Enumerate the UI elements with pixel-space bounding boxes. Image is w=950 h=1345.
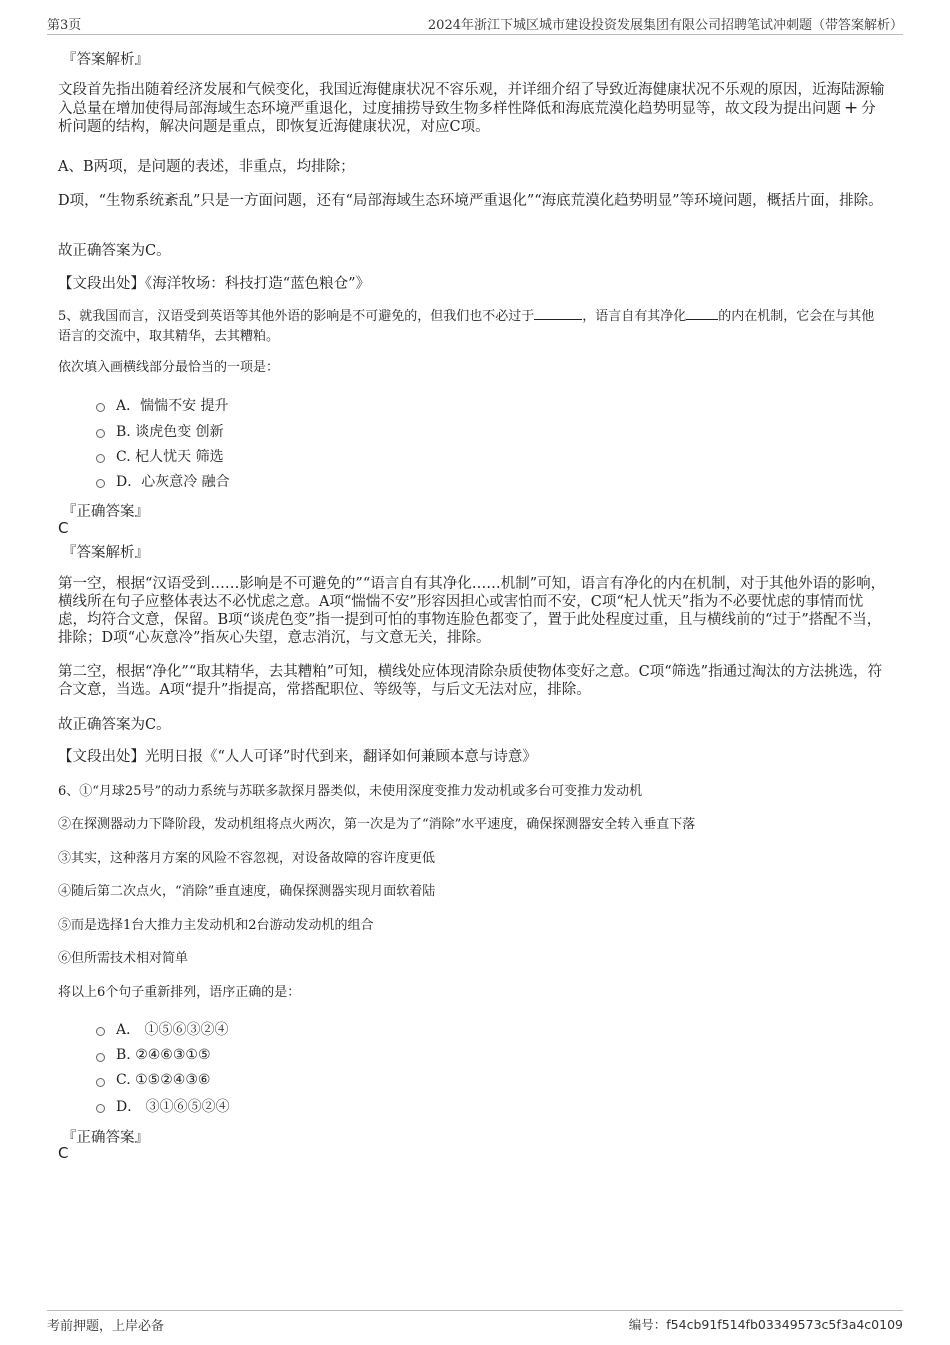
plus-symbol: + bbox=[844, 98, 859, 118]
q6-answer: C bbox=[58, 1144, 69, 1162]
option-label: C. 杞人忧天 筛选 bbox=[116, 449, 224, 465]
q6-sentence-4: ④随后第二次点火，“消除”垂直速度，确保探测器实现月面软着陆 bbox=[58, 884, 436, 899]
q5-option-b[interactable] bbox=[96, 421, 224, 441]
page-header bbox=[47, 14, 903, 35]
q6-option-a[interactable] bbox=[96, 1019, 229, 1039]
q4-analysis-p3: D项，“生物系统紊乱”只是一方面问题，还有“局部海域生态环境严重退化”“海底荒漠化趋势明显”等环境问题，概括片面，排除。 bbox=[58, 193, 883, 209]
q6-sentence-5: ⑤而是选择1台大推力主发动机和2台游动发动机的组合 bbox=[58, 918, 374, 933]
q5-option-c[interactable] bbox=[96, 446, 224, 466]
q5-stem-b: ，语言自有其净化 bbox=[582, 309, 687, 324]
q5-stem-c: 的内在机制，它会在与其他 bbox=[718, 309, 875, 324]
footer-slogan: 考前押题，上岸必备 bbox=[47, 1319, 165, 1334]
q6-sentence-1: 6、①“月球25号”的动力系统与苏联多款探月器类似，未使用深度变推力发动机或多台可变推力发动机 bbox=[58, 784, 643, 799]
radio-button[interactable] bbox=[96, 479, 105, 488]
q5-blank-1 bbox=[534, 307, 582, 320]
radio-button[interactable] bbox=[96, 429, 105, 438]
option-label: B. ②④⑥③①⑤ bbox=[116, 1047, 211, 1063]
option-label: A． ①⑤⑥③②④ bbox=[116, 1022, 229, 1038]
q6-option-c[interactable] bbox=[96, 1070, 210, 1090]
q5-source: 【文段出处】光明日报《“人人可译”时代到来，翻译如何兼顾本意与诗意》 bbox=[58, 749, 537, 765]
document-title: 2024年浙江下城区城市建设投资发展集团有限公司招聘笔试冲刺题（带答案解析） bbox=[427, 18, 903, 33]
option-label: D． ③①⑥⑤②④ bbox=[116, 1099, 230, 1115]
radio-button[interactable] bbox=[96, 403, 105, 412]
q5-answer-heading: 『正确答案』 bbox=[62, 504, 149, 520]
radio-button[interactable] bbox=[96, 1027, 105, 1036]
q6-instruction: 将以上6个句子重新排列，语序正确的是： bbox=[58, 985, 301, 1000]
q4-analysis-heading: 『答案解析』 bbox=[62, 52, 149, 68]
q6-answer-heading: 『正确答案』 bbox=[62, 1130, 149, 1146]
q5-option-d[interactable] bbox=[96, 471, 230, 491]
q4-analysis-p1 bbox=[58, 81, 886, 136]
q5-stem-a: 5、就我国而言，汉语受到英语等其他外语的影响是不可避免的，但我们也不必过于 bbox=[58, 309, 535, 324]
page-number: 第3页 bbox=[47, 18, 82, 33]
q6-option-d[interactable] bbox=[96, 1096, 230, 1116]
q5-blank-2 bbox=[686, 307, 718, 320]
q5-analysis-p1: 第一空，根据“汉语受到……影响是不可避免的”“语言自有其净化……机制”可知，语言有净化的内在机制，对于其他外语的影响，横线所在句子应整体表达不必忧虑之意。A项“惴惴不安”形容因担心或害怕而不安，C项“杞人忧天”指为不必要忧虑的事情而忧虑，均符合文意，保留。B项“谈虎色变”指一提到可怕的事物连脸色都变了，置于此处程度过重，且与横线前的“过于”搭配不当，排除；D项“心灰意冷”指灰心失望，意志消沉，与文意无关，排除。 bbox=[58, 576, 886, 646]
option-label: C. ①⑤②④③⑥ bbox=[116, 1072, 211, 1088]
q6-sentence-6: ⑥但所需技术相对简单 bbox=[58, 951, 189, 966]
q5-option-a[interactable] bbox=[96, 395, 229, 415]
q5-stem-d: 语言的交流中，取其精华，去其糟粕。 bbox=[58, 329, 280, 344]
option-label: B. 谈虎色变 创新 bbox=[116, 424, 224, 440]
q5-answer: C bbox=[58, 519, 69, 537]
q5-analysis-p3: 故正确答案为C。 bbox=[58, 717, 171, 733]
q4-analysis-p1-b: 分析问题的结构，解决问题是重点，即恢复近海健康状况，对应C项。 bbox=[58, 101, 876, 135]
radio-button[interactable] bbox=[96, 1078, 105, 1087]
q4-source: 【文段出处】《海洋牧场：科技打造“蓝色粮仓”》 bbox=[58, 276, 371, 292]
q4-analysis-p4: 故正确答案为C。 bbox=[58, 243, 171, 259]
page-footer bbox=[47, 1310, 903, 1337]
q5-analysis-p2: 第二空，根据“净化”“取其精华，去其糟粕”可知，横线处应体现清除杂质使物体变好之意。C项“筛选”指通过淘汰的方法挑选，符合文意，当选。A项“提升”指提高，常搭配职位、等级等，与后文无法对应，排除。 bbox=[58, 664, 883, 698]
option-label: A．惴惴不安 提升 bbox=[116, 398, 229, 414]
radio-button[interactable] bbox=[96, 1053, 105, 1062]
option-label: D．心灰意冷 融合 bbox=[116, 474, 230, 490]
radio-button[interactable] bbox=[96, 454, 105, 463]
q4-analysis-p2: A、B两项，是问题的表述，非重点，均排除； bbox=[58, 159, 355, 175]
q5-analysis-heading: 『答案解析』 bbox=[62, 545, 149, 561]
q5-stem bbox=[58, 307, 886, 347]
q6-sentence-3: ③其实，这种落月方案的风险不容忽视，对设备故障的容许度更低 bbox=[58, 851, 436, 866]
document-id: 编号：f54cb91f514fb03349573c5f3a4c0109 bbox=[628, 1317, 903, 1332]
q6-sentence-2: ②在探测器动力下降阶段，发动机组将点火两次，第一次是为了“消除”水平速度，确保探测器安全转入垂直下落 bbox=[58, 817, 696, 832]
q4-analysis-p1-a: 文段首先指出随着经济发展和气候变化，我国近海健康状况不容乐观，并详细介绍了导致近海健康状况不乐观的原因，近海陆源输入总量在增加使得局部海域生态环境严重退化，过度捕捞导致生物多样性降低和海底荒漠化趋势明显等，故文段为提出问题 bbox=[58, 82, 885, 117]
q5-instruction: 依次填入画横线部分最恰当的一项是： bbox=[58, 360, 280, 375]
radio-button[interactable] bbox=[96, 1104, 105, 1113]
q6-option-b[interactable] bbox=[96, 1045, 211, 1065]
